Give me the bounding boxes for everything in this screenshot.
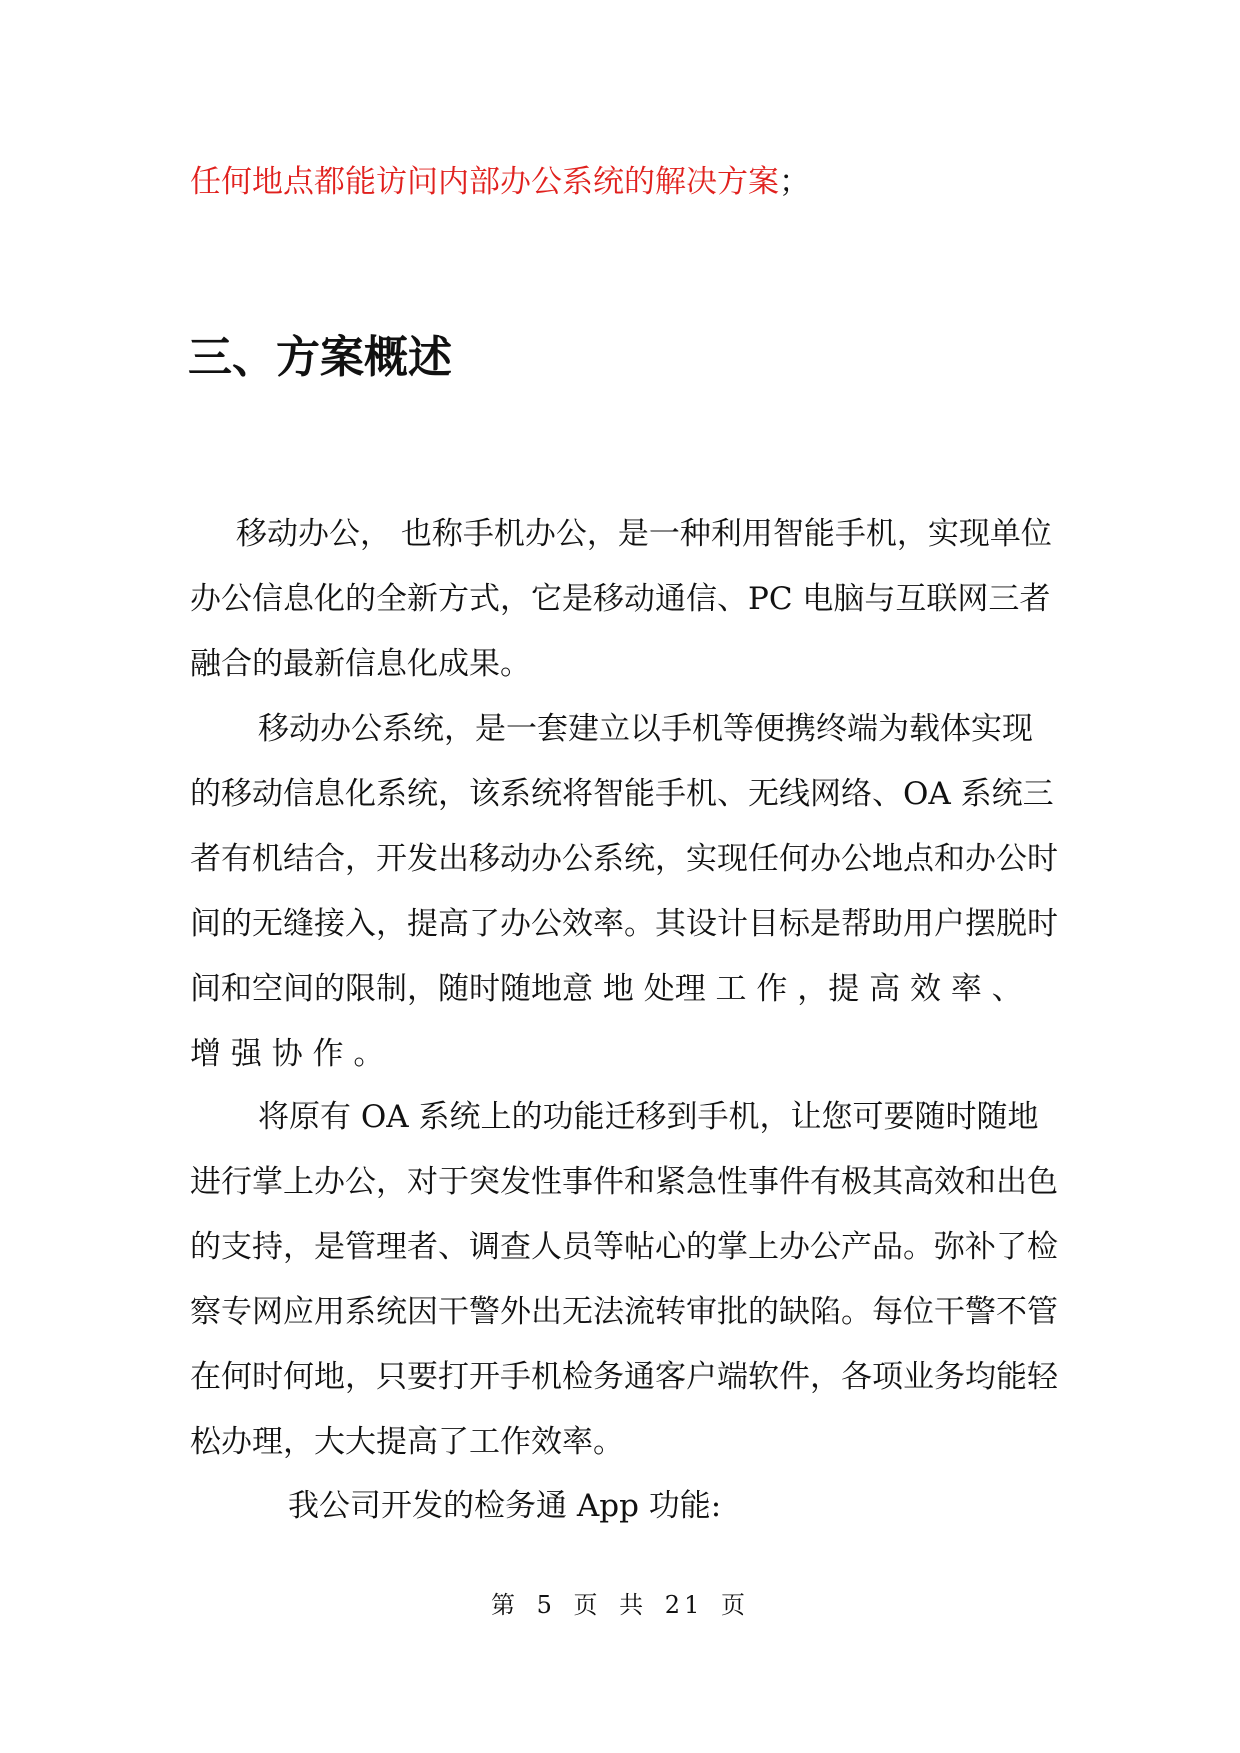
intro-punctuation: ；	[779, 164, 810, 200]
intro-line	[190, 160, 810, 204]
intro-red-text: 任何地点都能访问内部办公系统的解决方案	[190, 164, 779, 200]
paragraph-mobile-office-system: 移动办公系统，是一套建立以手机等便携终端为载体实现的移动信息化系统，该系统将智能手机、无线网络、OA 系统三者有机结合，开发出移动办公系统，实现任何办公地点和办公时间的无缝接入，提高了办公效率。其设计目标是帮助用户摆脱时间和空间的限制，随时随地意 地 处理 工 作 ，提 高 效 率 、 增 强 协 作 。	[190, 711, 1058, 1072]
paragraph-oa-migration: 将原有 OA 系统上的功能迁移到手机，让您可要随时随地进行掌上办公，对于突发性事件和紧急性事件有极其高效和出色的支持，是管理者、调查人员等帖心的掌上办公产品。弥补了检察专网应用系统因干警外出无法流转审批的缺陷。每位干警不管在何时何地，只要打开手机检务通客户端软件，各项业务均能轻松办理，大大提高了工作效率。	[190, 1099, 1058, 1460]
paragraph-mobile-office: 移动办公， 也称手机办公，是一种利用智能手机，实现单位办公信息化的全新方式，它是移动通信、PC 电脑与互联网三者融合的最新信息化成果。	[190, 516, 1052, 682]
paragraph-app-features-intro: 我公司开发的检务通 App 功能:	[288, 1488, 722, 1524]
page-footer: 第 5 页 共 21 页	[491, 1591, 749, 1619]
section-heading: 三、方案概述	[188, 332, 452, 383]
